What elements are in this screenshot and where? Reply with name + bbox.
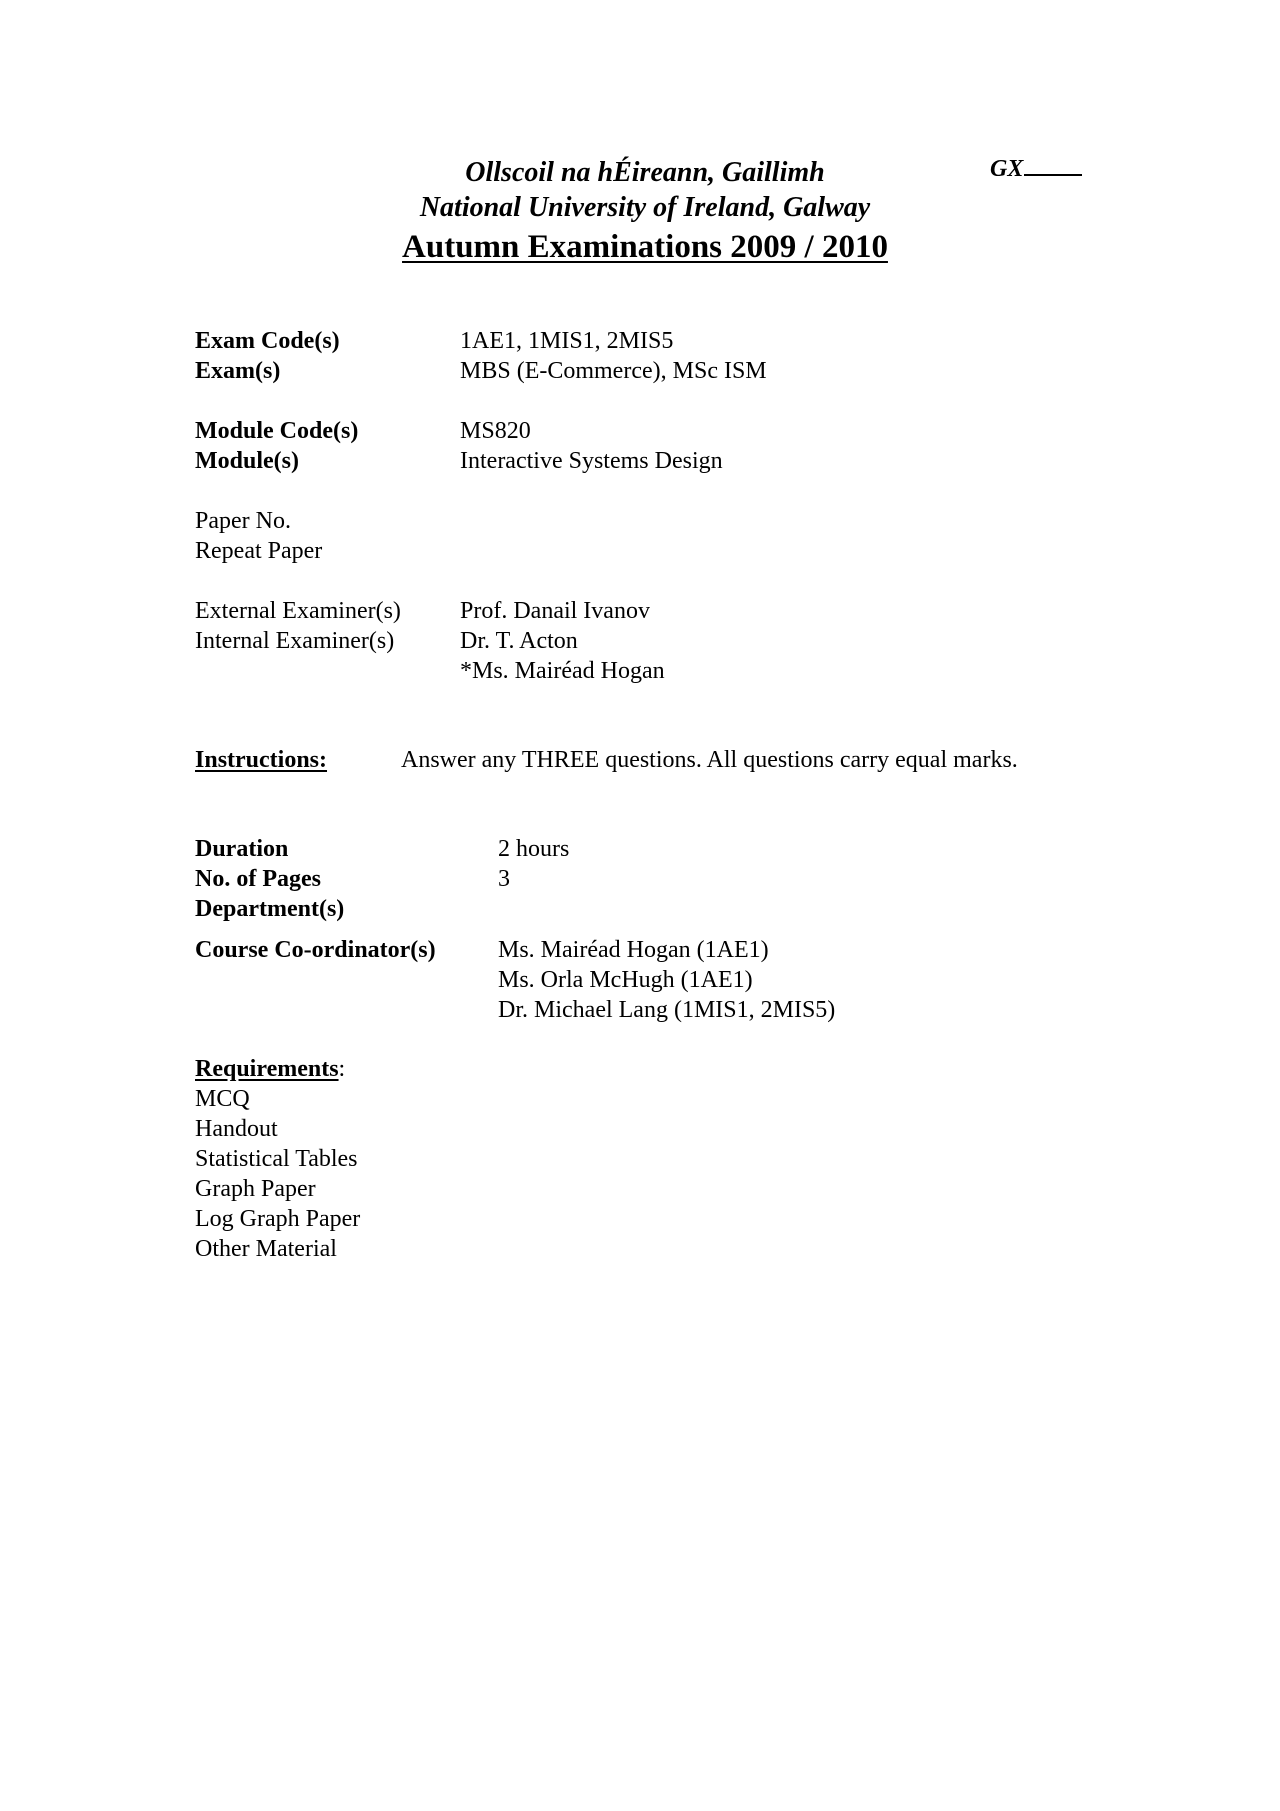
duration-value: 2 hours — [498, 836, 570, 862]
internal-examiner-value: *Ms. Mairéad Hogan — [460, 658, 665, 684]
requirements-heading — [195, 1054, 345, 1084]
repeat-paper-label: Repeat Paper — [195, 538, 323, 564]
departments-label: Department(s) — [195, 896, 345, 922]
external-examiners-label: External Examiner(s) — [195, 598, 401, 624]
module-codes-label: Module Code(s) — [195, 418, 359, 444]
exam-session-title: Autumn Examinations 2009 / 2010 — [402, 229, 888, 265]
gx-code-field — [990, 156, 1082, 183]
gx-blank-line — [1024, 174, 1082, 176]
coordinator-item: Dr. Michael Lang (1MIS1, 2MIS5) — [498, 997, 836, 1023]
coordinator-item: Ms. Mairéad Hogan (1AE1) — [498, 937, 769, 963]
pages-label: No. of Pages — [195, 866, 321, 892]
instructions-text: Answer any THREE questions. All questions carry equal marks. — [401, 747, 1018, 773]
coordinator-item: Ms. Orla McHugh (1AE1) — [498, 967, 753, 993]
modules-value: Interactive Systems Design — [460, 448, 723, 474]
gx-label: GX — [990, 156, 1024, 182]
exams-value: MBS (E-Commerce), MSc ISM — [460, 358, 767, 384]
modules-label: Module(s) — [195, 448, 299, 474]
coordinators-label: Course Co-ordinator(s) — [195, 937, 436, 963]
exam-codes-value: 1AE1, 1MIS1, 2MIS5 — [460, 328, 674, 354]
requirement-item: Statistical Tables — [195, 1146, 358, 1172]
requirement-item: Other Material — [195, 1236, 337, 1262]
university-english-name: National University of Ireland, Galway — [419, 192, 871, 223]
internal-examiner-value: Dr. T. Acton — [460, 628, 578, 654]
exam-codes-label: Exam Code(s) — [195, 328, 340, 354]
external-examiner-value: Prof. Danail Ivanov — [460, 598, 650, 624]
module-codes-value: MS820 — [460, 418, 531, 444]
requirement-item: MCQ — [195, 1086, 250, 1112]
pages-value: 3 — [498, 866, 510, 892]
university-irish-name: Ollscoil na hÉireann, Gaillimh — [465, 157, 825, 188]
requirement-item: Graph Paper — [195, 1176, 316, 1202]
exams-label: Exam(s) — [195, 358, 281, 384]
requirement-item: Log Graph Paper — [195, 1206, 361, 1232]
instructions-label: Instructions: — [195, 747, 328, 773]
requirements-colon: : — [338, 1056, 346, 1082]
internal-examiners-label: Internal Examiner(s) — [195, 628, 395, 654]
requirements-label: Requirements — [195, 1056, 339, 1082]
duration-label: Duration — [195, 836, 289, 862]
requirement-item: Handout — [195, 1116, 278, 1142]
paper-no-label: Paper No. — [195, 508, 291, 534]
